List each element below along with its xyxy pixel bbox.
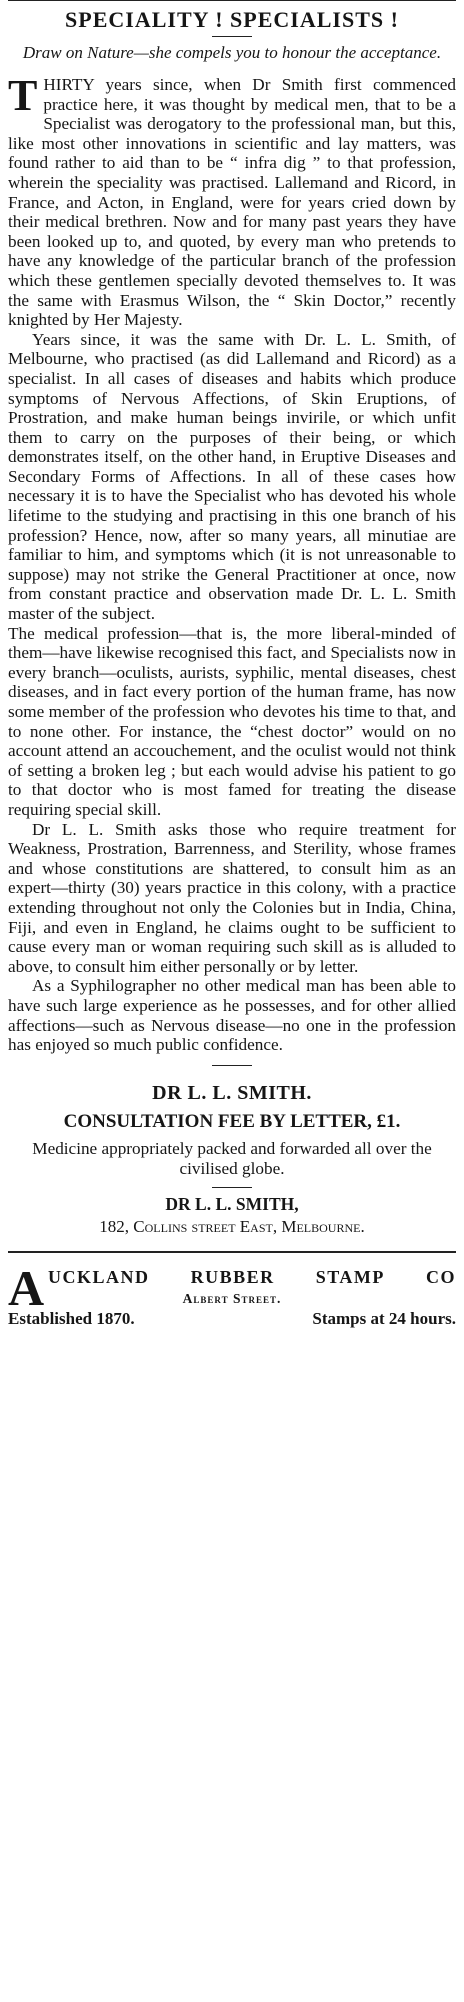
address-street: 182, Collins street East, Melbourne.	[99, 1216, 365, 1236]
address-divider	[212, 1187, 252, 1188]
ad-street: Albert Street.	[182, 1290, 282, 1306]
paragraph-1-text: HIRTY years since, when Dr Smith first commenced practice here, it was thought by medical men, that to be a Specialist was derogatory to the professional man, but this, like most other innovations in scientific and lay matters, was found rather to aid than to be “ infra dig ” to that profession, wherein the speciality was practised. Lallemand and Ricord, in France, and Acton, in England, were for years cried down by their medical brethren. Now and for many past years they have been looked up to, and quoted, by every man who pretends to have any knowledge of the particular branch of the profession which these gentlemen specially devoted themselves to. It was the same with Erasmus Wilson, the “ Skin Doctor,” recently knighted by Her Majesty.	[8, 75, 456, 330]
headline-divider	[212, 36, 252, 37]
ad-name-word: STAMP	[315, 1266, 385, 1287]
headline: SPECIALITY ! SPECIALISTS !	[65, 7, 399, 32]
signature-divider	[212, 1065, 252, 1066]
paragraph-5: As a Syphilographer no other medical man has been able to have such large experience as he possesses, and for other allied affections—such as Nervous disease—no one in the profession has enjoyed so much public confidence.	[8, 976, 456, 1055]
ad-separator	[8, 1251, 456, 1253]
ad-bottom-line	[8, 1309, 456, 1329]
paragraph-1	[8, 71, 456, 330]
newspaper-column	[8, 0, 456, 1333]
tagline: Draw on Nature—she compels you to honour the acceptance.	[22, 43, 442, 62]
ad-name-word: UCKLAND	[48, 1266, 150, 1287]
rubber-stamp-ad	[8, 1261, 456, 1333]
paragraph-2: Years since, it was the same with Dr. L. L. Smith, of Melbourne, who practised (as did Lallemand and Ricord) as a specialist. In all cases of diseases and habits which produce symptoms of Nervous Affections, of Skin Eruptions, of Prostration, and make human beings invirile, or which unfit them to carry on the purposes of their being, or which demonstrates itself, on the other hand, in Eruptive Diseases and Secondary Forms of Affections. In all of these cases how necessary it is to have the Specialist who has devoted his whole lifetime to the studying and practising in this one branch of his profession? Hence, now, after so many years, all minutiae are familiar to him, and symptoms which (it is not unreasonable to suppose) may not strike the General Practitioner at once, now from constant practice and observation made Dr. L. L. Smith master of the subject.	[8, 329, 456, 624]
ad-name-word: CO	[425, 1266, 456, 1287]
address-name: DR L. L. SMITH,	[165, 1193, 299, 1214]
ad-name-word: RUBBER	[190, 1266, 275, 1287]
consultation-fee: CONSULTATION FEE BY LETTER, £1.	[63, 1110, 401, 1132]
signature-name: DR L. L. SMITH.	[152, 1081, 312, 1104]
drop-cap: T	[8, 71, 38, 120]
ad-stamps: Stamps at 24 hours.	[312, 1308, 456, 1328]
top-rule	[8, 0, 456, 1]
medicine-note: Medicine appropriately packed and forwarded all over the civilised globe.	[32, 1138, 432, 1178]
ad-established: Established 1870.	[8, 1308, 135, 1328]
paragraph-4: Dr L. L. Smith asks those who require treatment for Weakness, Prostration, Barrenness, and Sterility, whose frames and whose constitutions are shattered, to consult him as an expert—thirty (30) years practice in this colony, with a practice extending throughout not only the Colonies but in India, China, Fiji, and even in England, he claims ought to be sufficient to cause every man or woman requiring such skill as is alluded to above, to consult him either personally or by letter.	[8, 819, 456, 976]
paragraph-3: The medical profession—that is, the more liberal-minded of them—have likewise recognised this fact, and Specialists now in every branch—oculists, aurists, syphilic, mental diseases, chest diseases, and in fact every portion of the human frame, has now some member of the profession who devotes his time to that, and to none other. For instance, the “chest doctor” would on no account attend an accouchement, and the oculist would not think of setting a broken leg ; but each would advise his patient to go to that doctor who is most famed for treating the disease requiring special skill.	[8, 623, 456, 819]
ad-initial: A	[8, 1259, 45, 1316]
ad-company-name	[48, 1267, 456, 1288]
